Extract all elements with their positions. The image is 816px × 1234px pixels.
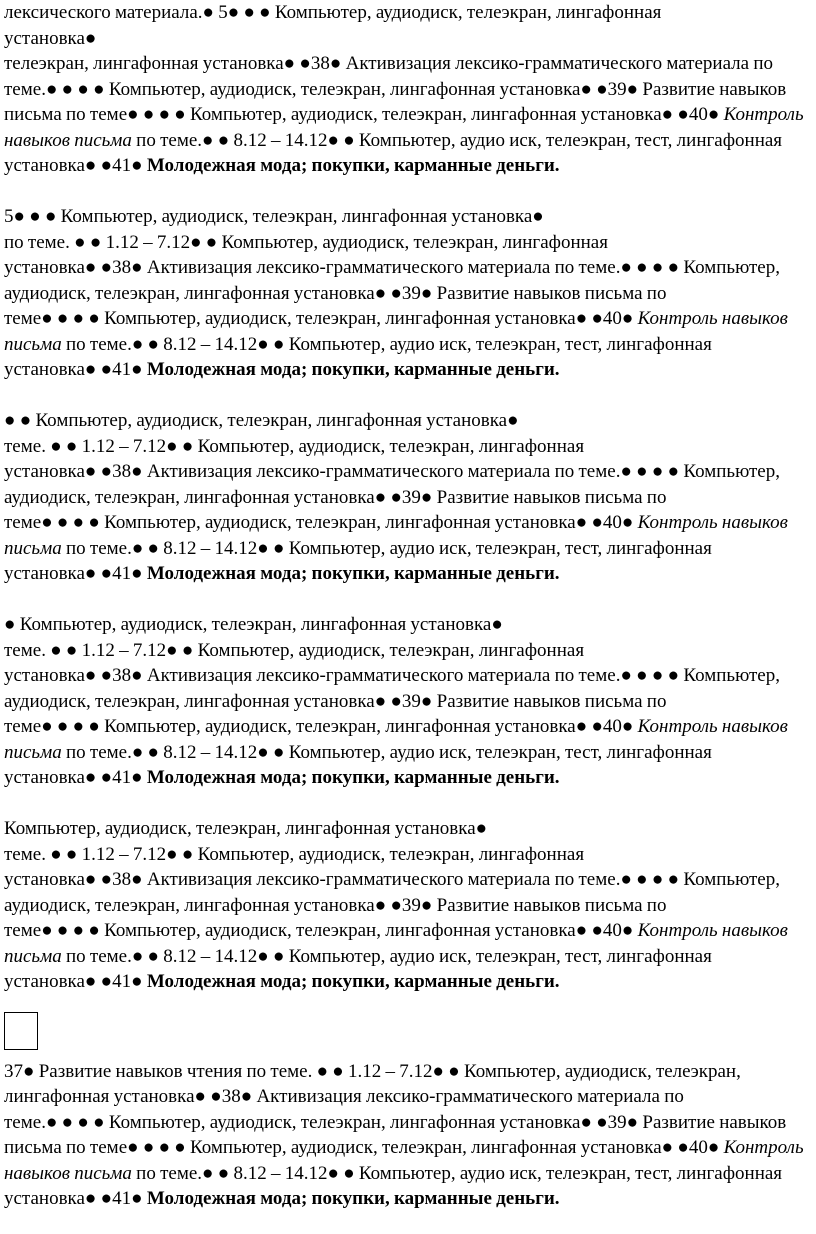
text-segment: установка● ●41● <box>4 767 147 788</box>
text-block <box>4 612 808 791</box>
text-line <box>4 714 808 740</box>
text-line <box>4 77 808 103</box>
italic-text: письма <box>4 741 62 763</box>
text-line <box>4 0 808 26</box>
text-line <box>4 944 808 970</box>
text-line <box>4 153 808 179</box>
text-segment: теме● ● ● ● Компьютер, аудиодиск, телеэкран, лингафонная установка● ●40● <box>4 920 638 941</box>
text-line <box>4 612 808 638</box>
paragraph-gap <box>4 791 808 817</box>
italic-text: навыков письма <box>4 129 132 151</box>
text-line <box>4 1059 808 1085</box>
italic-text: письма <box>4 945 62 967</box>
text-line <box>4 867 808 893</box>
text-segment: установка● ●41● <box>4 563 147 584</box>
text-segment: теме● ● ● ● Компьютер, аудиодиск, телеэкран, лингафонная установка● ●40● <box>4 512 638 533</box>
text-segment: письма по теме● ● ● ● Компьютер, аудиодиск, телеэкран, лингафонная установка● ●40● <box>4 1137 724 1158</box>
text-segment: аудиодиск, телеэкран, лингафонная установка● ●39● Развитие навыков письма по <box>4 486 667 508</box>
paragraph-gap <box>4 179 808 205</box>
text-line <box>4 510 808 536</box>
text-line <box>4 408 808 434</box>
text-line <box>4 357 808 383</box>
paragraph-gap <box>4 587 808 613</box>
text-line <box>4 536 808 562</box>
paragraph-gap <box>4 995 808 1003</box>
text-segment: Компьютер, аудиодиск, телеэкран, лингафонная установка● <box>4 818 488 839</box>
text-segment: по теме.● ● 8.12 – 14.12● ● Компьютер, аудио иск, телеэкран, тест, лингафонная <box>131 1162 783 1184</box>
text-line <box>4 204 808 230</box>
text-segment: теме● ● ● ● Компьютер, аудиодиск, телеэкран, лингафонная установка● ●40● <box>4 716 638 737</box>
text-segment: лексического материала.● 5● ● ● Компьютер, аудиодиск, телеэкран, лингафонная <box>4 2 662 23</box>
text-segment: по теме.● ● 8.12 – 14.12● ● Компьютер, аудио иск, телеэкран, тест, лингафонная <box>61 333 712 355</box>
text-line <box>4 1084 808 1110</box>
text-line <box>4 689 808 715</box>
text-line <box>4 561 808 587</box>
italic-text: Контроль <box>723 104 804 125</box>
text-segment: 37● Развитие навыков чтения по теме. ● ● 1.12 – 7.12● ● Компьютер, аудиодиск, телеэкран, <box>4 1060 741 1082</box>
text-segment: по теме. ● ● 1.12 – 7.12● ● Компьютер, аудиодиск, телеэкран, лингафонная <box>4 231 608 253</box>
text-segment: теме. ● ● 1.12 – 7.12● ● Компьютер, аудиодиск, телеэкран, лингафонная <box>4 639 585 661</box>
bold-text: Молодежная мода; покупки, карманные деньги. <box>146 971 560 992</box>
bold-text: Молодежная мода; покупки, карманные деньги. <box>146 155 560 176</box>
paragraph-gap <box>4 383 808 409</box>
text-segment: установка● ●38● Активизация лексико-грамматического материала по теме.● ● ● ● Компьютер, <box>4 461 780 482</box>
text-segment: по теме.● ● 8.12 – 14.12● ● Компьютер, аудио иск, телеэкран, тест, лингафонная <box>61 537 712 559</box>
text-line <box>4 26 808 52</box>
text-line <box>4 459 808 485</box>
text-line <box>4 969 808 995</box>
italic-text: письма <box>4 537 62 559</box>
bold-text: Молодежная мода; покупки, карманные деньги. <box>146 563 560 584</box>
text-line <box>4 434 808 460</box>
text-line <box>4 281 808 307</box>
bold-text: Молодежная мода; покупки, карманные деньги. <box>146 359 560 380</box>
italic-text: Контроль навыков <box>637 920 788 941</box>
bold-text: Молодежная мода; покупки, карманные деньги. <box>146 1188 560 1209</box>
text-segment: аудиодиск, телеэкран, лингафонная установка● ●39● Развитие навыков письма по <box>4 690 667 712</box>
text-segment: телеэкран, лингафонная установка● ●38● Активизация лексико-грамматического материала по <box>4 53 773 74</box>
text-segment: установка● ●41● <box>4 155 147 176</box>
text-line <box>4 893 808 919</box>
text-line <box>4 306 808 332</box>
text-segment: установка● ●41● <box>4 971 147 992</box>
text-line <box>4 51 808 77</box>
italic-text: письма <box>4 333 62 355</box>
text-segment: установка● ●38● Активизация лексико-грамматического материала по теме.● ● ● ● Компьютер, <box>4 869 780 890</box>
text-segment: ● Компьютер, аудиодиск, телеэкран, лингафонная установка● <box>4 614 503 635</box>
text-segment: установка● ●38● Активизация лексико-грамматического материала по теме.● ● ● ● Компьютер, <box>4 257 780 278</box>
text-line <box>4 1135 808 1161</box>
text-segment: установка● ●41● <box>4 1188 147 1209</box>
text-segment: письма по теме● ● ● ● Компьютер, аудиодиск, телеэкран, лингафонная установка● ●40● <box>4 104 724 125</box>
text-segment: по теме.● ● 8.12 – 14.12● ● Компьютер, аудио иск, телеэкран, тест, лингафонная <box>61 945 712 967</box>
italic-text: Контроль <box>723 1137 804 1158</box>
text-segment: по теме.● ● 8.12 – 14.12● ● Компьютер, аудио иск, телеэкран, тест, лингафонная <box>131 129 783 151</box>
text-line <box>4 1110 808 1136</box>
text-segment: установка● ●41● <box>4 359 147 380</box>
text-segment: теме.● ● ● ● Компьютер, аудиодиск, телеэкран, лингафонная установка● ●39● Развитие навыков <box>4 78 787 100</box>
text-segment: ● ● Компьютер, аудиодиск, телеэкран, лингафонная установка● <box>4 410 519 431</box>
text-line <box>4 816 808 842</box>
text-block <box>4 1012 808 1212</box>
text-line <box>4 1186 808 1212</box>
text-segment: теме● ● ● ● Компьютер, аудиодиск, телеэкран, лингафонная установка● ●40● <box>4 308 638 329</box>
text-line <box>4 255 808 281</box>
text-segment: установка● <box>4 27 97 49</box>
text-segment: аудиодиск, телеэкран, лингафонная установка● ●39● Развитие навыков письма по <box>4 894 667 916</box>
italic-text: Контроль навыков <box>637 512 788 533</box>
italic-text: Контроль навыков <box>637 716 788 737</box>
text-segment: теме.● ● ● ● Компьютер, аудиодиск, телеэкран, лингафонная установка● ●39● Развитие навыков <box>4 1111 787 1133</box>
text-line <box>4 1161 808 1187</box>
text-block <box>4 408 808 587</box>
text-block <box>4 0 808 179</box>
text-line <box>4 332 808 358</box>
text-segment: лингафонная установка● ●38● Активизация лексико-грамматического материала по <box>4 1086 684 1107</box>
text-segment: аудиодиск, телеэкран, лингафонная установка● ●39● Развитие навыков письма по <box>4 282 667 304</box>
empty-box <box>4 1012 38 1050</box>
text-line <box>4 740 808 766</box>
text-segment: установка● ●38● Активизация лексико-грамматического материала по теме.● ● ● ● Компьютер, <box>4 665 780 686</box>
text-line <box>4 765 808 791</box>
bold-text: Молодежная мода; покупки, карманные деньги. <box>146 767 560 788</box>
text-line <box>4 918 808 944</box>
italic-text: навыков письма <box>4 1162 132 1184</box>
text-line <box>4 638 808 664</box>
text-line <box>4 842 808 868</box>
text-segment: 5● ● ● Компьютер, аудиодиск, телеэкран, лингафонная установка● <box>4 206 544 227</box>
text-block <box>4 816 808 995</box>
text-line <box>4 128 808 154</box>
text-line <box>4 485 808 511</box>
text-segment: теме. ● ● 1.12 – 7.12● ● Компьютер, аудиодиск, телеэкран, лингафонная <box>4 435 585 457</box>
text-line <box>4 663 808 689</box>
text-line <box>4 102 808 128</box>
text-segment: теме. ● ● 1.12 – 7.12● ● Компьютер, аудиодиск, телеэкран, лингафонная <box>4 843 585 865</box>
text-line <box>4 230 808 256</box>
text-segment: по теме.● ● 8.12 – 14.12● ● Компьютер, аудио иск, телеэкран, тест, лингафонная <box>61 741 712 763</box>
text-block <box>4 204 808 383</box>
italic-text: Контроль навыков <box>637 308 788 329</box>
